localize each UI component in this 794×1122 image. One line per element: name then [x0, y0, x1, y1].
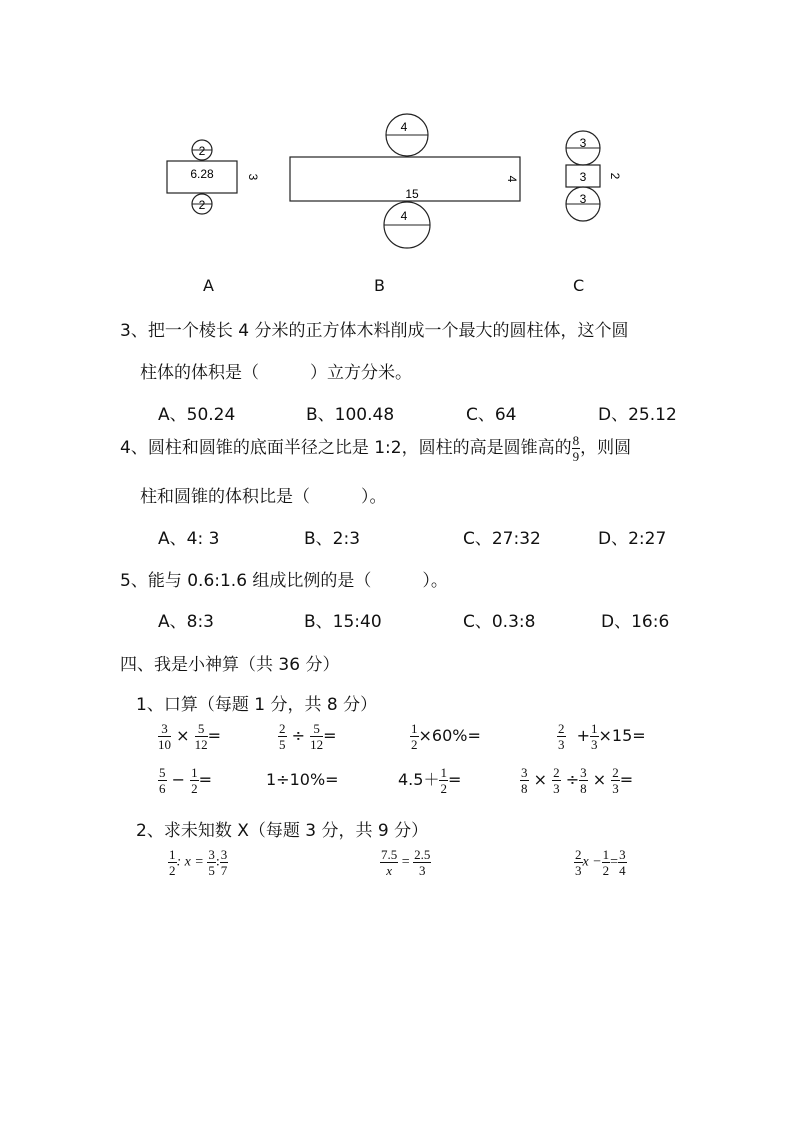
fraction-denominator: 10 [158, 737, 171, 752]
fraction-numerator: 1 [411, 721, 418, 736]
fraction [520, 766, 529, 795]
fraction-denominator: 5 [208, 863, 215, 878]
fraction-numerator: 1 [191, 765, 198, 780]
equation-1 [168, 848, 228, 877]
calc-2 [278, 722, 337, 751]
q4-option-d: D、2:27 [598, 529, 667, 549]
q5-option-d: D、16:6 [601, 612, 670, 632]
fraction-denominator: 3 [558, 737, 565, 752]
q3-option-b: B、100.48 [306, 405, 395, 425]
fraction [158, 766, 167, 795]
fraction-denominator: 9 [572, 448, 580, 464]
calc-5 [158, 766, 212, 795]
q3-option-c: C、64 [466, 405, 517, 425]
fraction-denominator: 12 [310, 737, 324, 752]
fraction-numerator: 2 [279, 721, 286, 736]
fraction [552, 766, 561, 795]
fraction-denominator: 12 [194, 737, 208, 752]
fraction [590, 722, 599, 751]
fraction-denominator: 4 [619, 863, 626, 878]
fraction-denominator: 3 [553, 781, 560, 796]
calc-3-rest: ×60%= [418, 726, 481, 745]
fraction-denominator: 2 [191, 781, 198, 796]
net-c-top-circle-label: 3 [579, 136, 587, 150]
net-a-top-circle-label: 2 [198, 144, 206, 158]
section4-sub1: 1、口算（每题 1 分，共 8 分） [136, 695, 378, 715]
equation-3-mid: x − [582, 854, 602, 870]
fraction [168, 848, 177, 877]
net-a-side-label: 3 [246, 173, 260, 181]
fraction [611, 766, 620, 795]
fraction-numerator: 2.5 [414, 847, 431, 862]
calc-3 [410, 722, 481, 751]
fraction [618, 848, 627, 877]
q4-line2: 柱和圆锥的体积比是（ ）。 [140, 487, 387, 507]
net-c [566, 131, 622, 221]
fraction [220, 848, 229, 877]
fraction-denominator: 8 [580, 781, 587, 796]
equals: = [447, 770, 462, 789]
equation-3 [574, 848, 627, 877]
q3-line1: 3、把一个棱长 4 分米的正方体木料削成一个最大的圆柱体，这个圆 [120, 321, 629, 341]
net-b-top-circle-label: 4 [400, 120, 408, 134]
fraction-numerator: 3 [158, 722, 171, 737]
calc-1 [158, 722, 221, 751]
fraction-numerator: 1 [602, 847, 610, 862]
fraction-denominator: 7 [220, 863, 228, 878]
fraction-denominator: 2 [411, 737, 418, 752]
calc-4-rest: ×15= [598, 726, 646, 745]
q5-option-a: A、8:3 [158, 612, 214, 632]
fraction-denominator: 3 [612, 781, 619, 796]
cylinder-nets-figure [0, 100, 794, 270]
fraction [207, 848, 216, 877]
q4-option-c: C、27:32 [463, 529, 541, 549]
operator: ÷ [291, 726, 305, 745]
fraction [413, 848, 431, 877]
fraction [195, 722, 208, 751]
equation-1-mid: : x = [176, 854, 204, 870]
fraction-numerator: 3 [619, 847, 626, 862]
fraction-denominator: 3 [575, 863, 582, 878]
fraction-numerator: 2 [612, 765, 619, 780]
operator: × [592, 770, 607, 789]
fraction-denominator: 3 [419, 863, 426, 878]
fraction-numerator: 3 [220, 847, 228, 862]
section4-title: 四、我是小神算（共 36 分） [120, 655, 340, 675]
fraction-numerator: 8 [572, 432, 580, 448]
net-b-length-label: 15 [405, 187, 419, 201]
operator: × [533, 770, 547, 789]
q4-line1-text: 4、圆柱和圆锥的底面半径之比是 1:2，圆柱的高是圆锥高的 [120, 438, 572, 458]
q3-option-d: D、25.12 [598, 405, 677, 425]
equals: = [610, 854, 619, 870]
fraction [574, 848, 583, 877]
calc-6: 1÷10%= [266, 770, 339, 789]
fraction [310, 722, 323, 751]
fraction-numerator: 1 [440, 765, 447, 780]
fraction-denominator: 2 [602, 863, 610, 878]
q5-option-c: C、0.3:8 [463, 612, 536, 632]
net-b-bottom-circle-label: 4 [400, 209, 408, 223]
q4-option-b: B、2:3 [304, 529, 361, 549]
fraction [602, 848, 611, 877]
figure-a-label: A [203, 276, 214, 295]
fraction [278, 722, 287, 751]
fraction-numerator: 2 [553, 765, 560, 780]
operator: × [176, 726, 190, 745]
q4-line1-end: ，则圆 [580, 438, 632, 458]
net-c-rect-label: 3 [579, 170, 587, 184]
fraction-numerator: 2 [558, 721, 565, 736]
fraction [557, 722, 566, 751]
equals: = [198, 770, 212, 789]
fraction-numerator: 1 [591, 721, 598, 736]
equals: = [619, 770, 634, 789]
net-c-bottom-circle-label: 3 [579, 192, 587, 206]
fraction [410, 722, 419, 751]
fraction-numerator: 3 [580, 765, 587, 780]
net-b [290, 114, 520, 248]
fraction-numerator: 5 [310, 722, 323, 737]
q4-height-fraction [572, 434, 581, 463]
colon: : [215, 854, 220, 870]
net-b-side-label: 4 [505, 175, 519, 183]
figure-b-label: B [374, 276, 385, 295]
calc-7-pre: 4.5＋ [398, 770, 440, 789]
fraction-numerator: 7.5 [381, 847, 398, 862]
fraction-denominator: 6 [159, 781, 166, 796]
fraction-denominator: x [386, 863, 393, 878]
fraction [380, 848, 398, 877]
fraction-numerator: 5 [159, 765, 166, 780]
q3-line2: 柱体的体积是（ ）立方分米。 [140, 363, 412, 383]
calc-8 [520, 766, 633, 795]
operator: ÷ [565, 770, 580, 789]
net-a-bottom-circle-label: 2 [198, 198, 206, 212]
fraction [579, 766, 588, 795]
operator: − [171, 770, 185, 789]
fraction-numerator: 3 [208, 847, 215, 862]
net-c-side-label: 2 [608, 172, 622, 180]
fraction-numerator: 1 [169, 847, 176, 862]
operator: + [576, 726, 590, 745]
fraction-numerator: 2 [575, 847, 582, 862]
fraction-denominator: 3 [591, 737, 598, 752]
fraction-denominator: 8 [521, 781, 528, 796]
q5-option-b: B、15:40 [304, 612, 382, 632]
calc-4 [557, 722, 646, 751]
equals: = [401, 854, 410, 870]
fraction-numerator: 5 [195, 722, 208, 737]
equals: = [323, 726, 337, 745]
fraction-denominator: 5 [279, 737, 286, 752]
fraction [190, 766, 199, 795]
fraction-denominator: 2 [440, 781, 447, 796]
fraction [439, 766, 448, 795]
equation-2 [380, 848, 431, 877]
section4-sub2: 2、求未知数 X（每题 3 分，共 9 分） [136, 821, 429, 841]
fraction-numerator: 3 [521, 765, 528, 780]
q3-option-a: A、50.24 [158, 405, 236, 425]
q4-line1 [120, 433, 631, 463]
fraction-denominator: 2 [169, 863, 176, 878]
calc-7 [398, 766, 461, 795]
net-a-rect-label: 6.28 [190, 167, 214, 181]
q4-option-a: A、4: 3 [158, 529, 220, 549]
net-a [167, 140, 260, 214]
fraction [158, 722, 171, 751]
q5-line1: 5、能与 0.6:1.6 组成比例的是（ ）。 [120, 571, 448, 591]
figure-c-label: C [573, 276, 585, 295]
equals: = [207, 726, 221, 745]
